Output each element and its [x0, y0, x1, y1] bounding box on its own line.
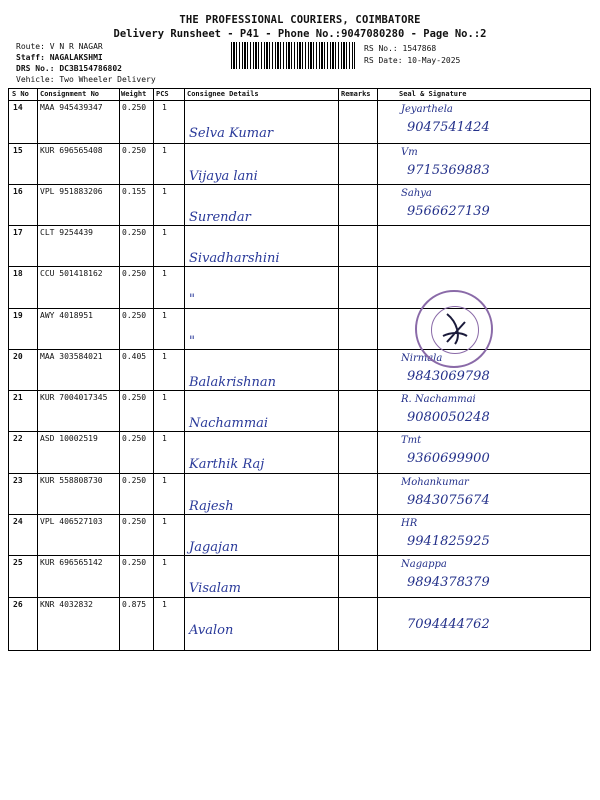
consignee-handwritten: Selva Kumar: [189, 126, 274, 141]
row-weight: 0.405: [122, 352, 147, 361]
row-pcs: 1: [162, 434, 167, 443]
row-pcs: 1: [162, 558, 167, 567]
row-weight: 0.155: [122, 187, 147, 196]
receiver-signature: Nagappa: [401, 559, 447, 570]
row-pcs: 1: [162, 352, 167, 361]
row-consignment-no: CLT 9254439: [40, 228, 93, 237]
row-sno: 25: [13, 558, 23, 567]
row-pcs: 1: [162, 187, 167, 196]
row-weight: 0.250: [122, 269, 147, 278]
col-header-seal-signature: Seal & Signature: [399, 90, 467, 98]
row-pcs: 1: [162, 228, 167, 237]
receiver-signature: Tmt: [401, 435, 422, 446]
consignee-handwritten: Sivadharshini: [189, 251, 280, 266]
row-pcs: 1: [162, 600, 167, 609]
column-divider: [338, 89, 339, 650]
row-consignment-no: CCU 501418162: [40, 269, 103, 278]
runsheet-title: THE PROFESSIONAL COURIERS, COIMBATORE: [179, 14, 421, 26]
receiver-signature: Nirmala: [401, 353, 443, 364]
row-pcs: 1: [162, 517, 167, 526]
receiver-phone: 9843069798: [407, 369, 490, 384]
header-divider: [9, 100, 590, 101]
row-divider: [9, 431, 590, 432]
col-header-consignment: Consignment No: [40, 90, 100, 98]
col-header-remarks: Remarks: [341, 90, 371, 98]
row-consignment-no: AWY 4018951: [40, 311, 93, 320]
row-divider: [9, 184, 590, 185]
rs-date: RS Date: 10-May-2025: [364, 56, 461, 65]
col-header-pcs: PCS: [156, 90, 169, 98]
row-sno: 20: [13, 352, 23, 361]
row-sno: 21: [13, 393, 23, 402]
receiver-phone: 9894378379: [407, 575, 490, 590]
row-weight: 0.250: [122, 517, 147, 526]
route-label: Route: V N R NAGAR: [16, 42, 103, 51]
row-sno: 19: [13, 311, 23, 320]
row-consignment-no: KUR 696565142: [40, 558, 103, 567]
row-consignment-no: ASD 10002519: [40, 434, 98, 443]
receiver-signature: Jeyarthela: [401, 104, 453, 115]
row-weight: 0.250: [122, 393, 147, 402]
col-header-weight: Weight: [121, 90, 147, 98]
row-sno: 15: [13, 146, 23, 155]
receiver-signature: Mohankumar: [401, 477, 469, 488]
row-divider: [9, 349, 590, 350]
receiver-phone: 7094444762: [407, 617, 490, 632]
col-header-consignee: Consignee Details: [187, 90, 259, 98]
consignee-handwritten: Karthik Raj: [189, 457, 265, 472]
receiver-signature: HR: [401, 518, 418, 529]
drs-number: DRS No.: DC3B154786802: [16, 64, 122, 73]
receiver-phone: 9843075674: [407, 493, 490, 508]
receiver-phone: 9080050248: [407, 410, 490, 425]
receiver-phone: 9715369883: [407, 163, 490, 178]
row-sno: 26: [13, 600, 23, 609]
consignee-handwritten: Avalon: [189, 623, 234, 638]
row-divider: [9, 597, 590, 598]
row-divider: [9, 473, 590, 474]
row-divider: [9, 390, 590, 391]
column-divider: [153, 89, 154, 650]
row-divider: [9, 514, 590, 515]
row-sno: 24: [13, 517, 23, 526]
receiver-signature: R. Nachammai: [401, 394, 476, 405]
row-divider: [9, 308, 590, 309]
column-divider: [184, 89, 185, 650]
column-divider: [37, 89, 38, 650]
consignee-handwritten: ": [189, 334, 195, 349]
row-pcs: 1: [162, 269, 167, 278]
receiver-phone: 9047541424: [407, 120, 490, 135]
staff-label: Staff: NAGALAKSHMI: [16, 53, 103, 62]
row-divider: [9, 555, 590, 556]
row-sno: 18: [13, 269, 23, 278]
delivery-seal-stamp-icon: [415, 290, 493, 368]
consignee-handwritten: ": [189, 292, 195, 307]
row-weight: 0.250: [122, 476, 147, 485]
consignee-handwritten: Vijaya lani: [189, 169, 258, 184]
row-divider: [9, 225, 590, 226]
row-sno: 17: [13, 228, 23, 237]
row-consignment-no: KUR 696565408: [40, 146, 103, 155]
row-pcs: 1: [162, 393, 167, 402]
barcode: [231, 42, 355, 69]
row-consignment-no: MAA 303584021: [40, 352, 103, 361]
receiver-signature: Vm: [401, 147, 418, 158]
row-sno: 14: [13, 103, 23, 112]
column-divider: [119, 89, 120, 650]
row-consignment-no: VPL 951883206: [40, 187, 103, 196]
runsheet-subtitle: Delivery Runsheet - P41 - Phone No.:9047080280 - Page No.:2: [113, 28, 487, 40]
rs-number: RS No.: 1547868: [364, 44, 437, 53]
row-consignment-no: MAA 945439347: [40, 103, 103, 112]
consignee-handwritten: Nachammai: [189, 416, 269, 431]
row-weight: 0.250: [122, 146, 147, 155]
consignee-handwritten: Jagajan: [189, 540, 239, 555]
receiver-signature: Sahya: [401, 188, 432, 199]
column-divider: [377, 89, 378, 650]
row-sno: 23: [13, 476, 23, 485]
row-consignment-no: KUR 7004017345: [40, 393, 108, 402]
consignee-handwritten: Balakrishnan: [189, 375, 277, 390]
row-weight: 0.250: [122, 311, 147, 320]
receiver-phone: 9566627139: [407, 204, 490, 219]
row-consignment-no: VPL 406527103: [40, 517, 103, 526]
consignee-handwritten: Visalam: [189, 581, 241, 596]
receiver-phone: 9941825925: [407, 534, 490, 549]
row-consignment-no: KUR 558808730: [40, 476, 103, 485]
row-pcs: 1: [162, 476, 167, 485]
runsheet-table: [8, 88, 591, 651]
vehicle-label: Vehicle: Two Wheeler Delivery: [16, 75, 156, 84]
row-weight: 0.250: [122, 558, 147, 567]
row-divider: [9, 266, 590, 267]
row-pcs: 1: [162, 146, 167, 155]
consignee-handwritten: Surendar: [189, 210, 251, 225]
row-sno: 16: [13, 187, 23, 196]
row-pcs: 1: [162, 311, 167, 320]
row-weight: 0.875: [122, 600, 147, 609]
consignee-handwritten: Rajesh: [189, 499, 234, 514]
row-weight: 0.250: [122, 103, 147, 112]
row-pcs: 1: [162, 103, 167, 112]
row-divider: [9, 143, 590, 144]
row-sno: 22: [13, 434, 23, 443]
receiver-phone: 9360699900: [407, 451, 490, 466]
row-weight: 0.250: [122, 228, 147, 237]
row-consignment-no: KNR 4032832: [40, 600, 93, 609]
col-header-sno: S No: [12, 90, 29, 98]
row-weight: 0.250: [122, 434, 147, 443]
